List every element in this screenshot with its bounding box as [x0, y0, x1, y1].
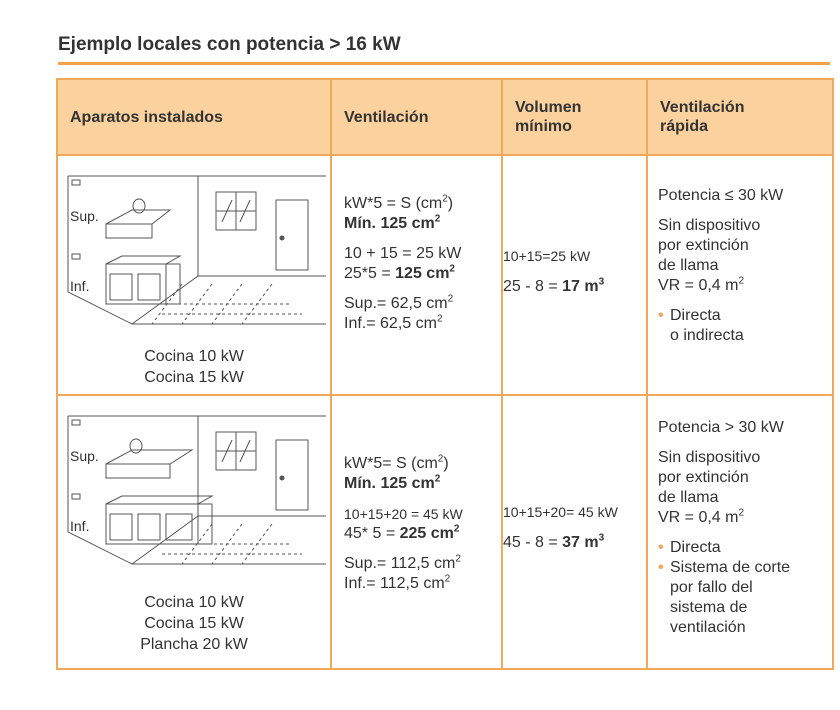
formula-text: kW*5 = S $(cm^2)$	[344, 193, 454, 212]
kitchen-illustration	[62, 404, 328, 574]
inf-label: Inf.	[70, 518, 90, 534]
volume-cell	[502, 155, 647, 395]
rapid-ventilation-cell: Potencia > 30 kW Sin dispositivo por extinción de llama VR = 0,4 $m^2$ • Directa • Sistema de corte por fallo del sistema de ventilación	[647, 395, 833, 669]
min-text: Mín. 125 $cm^2$	[344, 213, 441, 232]
inf-area-text: Inf.= 62,5 $cm^2$	[344, 313, 443, 332]
table-row	[57, 155, 833, 395]
appliance-list: Cocina 10 kW Cocina 15 kW Plancha 20 kW	[140, 594, 248, 653]
calc-text: 45* 5 = 225 $cm^2$	[344, 523, 460, 542]
appliances-cell	[57, 395, 331, 669]
bullet-directa: • Directa	[658, 306, 832, 326]
header-row	[57, 79, 833, 155]
volume-sum: 10+15+20= 45 kW	[503, 504, 618, 520]
table-row	[57, 395, 833, 669]
appliances-cell	[57, 155, 331, 395]
sup-area-text: Sup.= 62,5 $cm^2$	[344, 293, 454, 312]
sum-text: 10 + 15 = 25 kW	[344, 245, 462, 262]
rapid-ventilation-cell: Potencia ≤ 30 kW Sin dispositivo por extinción de llama VR = 0,4 $m^2$ • Directa o indirecta	[647, 155, 833, 395]
volume-calc: 25 - 8 = 17 $m^3$	[503, 276, 605, 295]
ventilation-cell	[331, 395, 502, 669]
volume-sum: 10+15=25 kW	[503, 248, 591, 264]
vr-text: VR = 0,4 $m^2$	[658, 275, 745, 294]
bullet-directa: • Directa	[658, 538, 832, 558]
min-text: Mín. 125 $cm^2$	[344, 473, 441, 492]
sup-label: Sup.	[70, 208, 99, 224]
bullet-sistema-corte: • Sistema de corte	[658, 558, 832, 578]
potencia-text: Potencia > 30 kW	[658, 419, 784, 436]
title-underline	[58, 62, 830, 65]
inf-label: Inf.	[70, 278, 90, 294]
header-ventilacion: Ventilación	[331, 79, 502, 155]
volume-cell	[502, 395, 647, 669]
header-ventilacion-rapida: Ventilación rápida	[647, 79, 833, 155]
header-aparatos: Aparatos instalados	[57, 79, 331, 155]
kitchen-illustration	[62, 164, 328, 334]
formula-text: kW*5= S $(cm^2)$	[344, 453, 449, 472]
sum-text: 10+15+20 = 45 kW	[344, 506, 463, 522]
volume-calc: 45 - 8 = 37 $m^3$	[503, 532, 605, 551]
appliance-list: Cocina 10 kW Cocina 15 kW	[144, 348, 244, 386]
potencia-text: Potencia ≤ 30 kW	[658, 187, 784, 204]
sup-area-text: Sup.= 112,5 $cm^2$	[344, 553, 461, 572]
ventilation-cell	[331, 155, 502, 395]
page-title: Ejemplo locales con potencia > 16 kW	[58, 34, 401, 55]
sup-label: Sup.	[70, 448, 99, 464]
header-volumen: Volumen mínimo	[502, 79, 647, 155]
calc-text: 25*5 = 125 $cm^2$	[344, 263, 455, 282]
vr-text: VR = 0,4 $m^2$	[658, 507, 745, 526]
ventilation-table	[56, 78, 834, 670]
inf-area-text: Inf.= 112,5 $cm^2$	[344, 573, 451, 592]
